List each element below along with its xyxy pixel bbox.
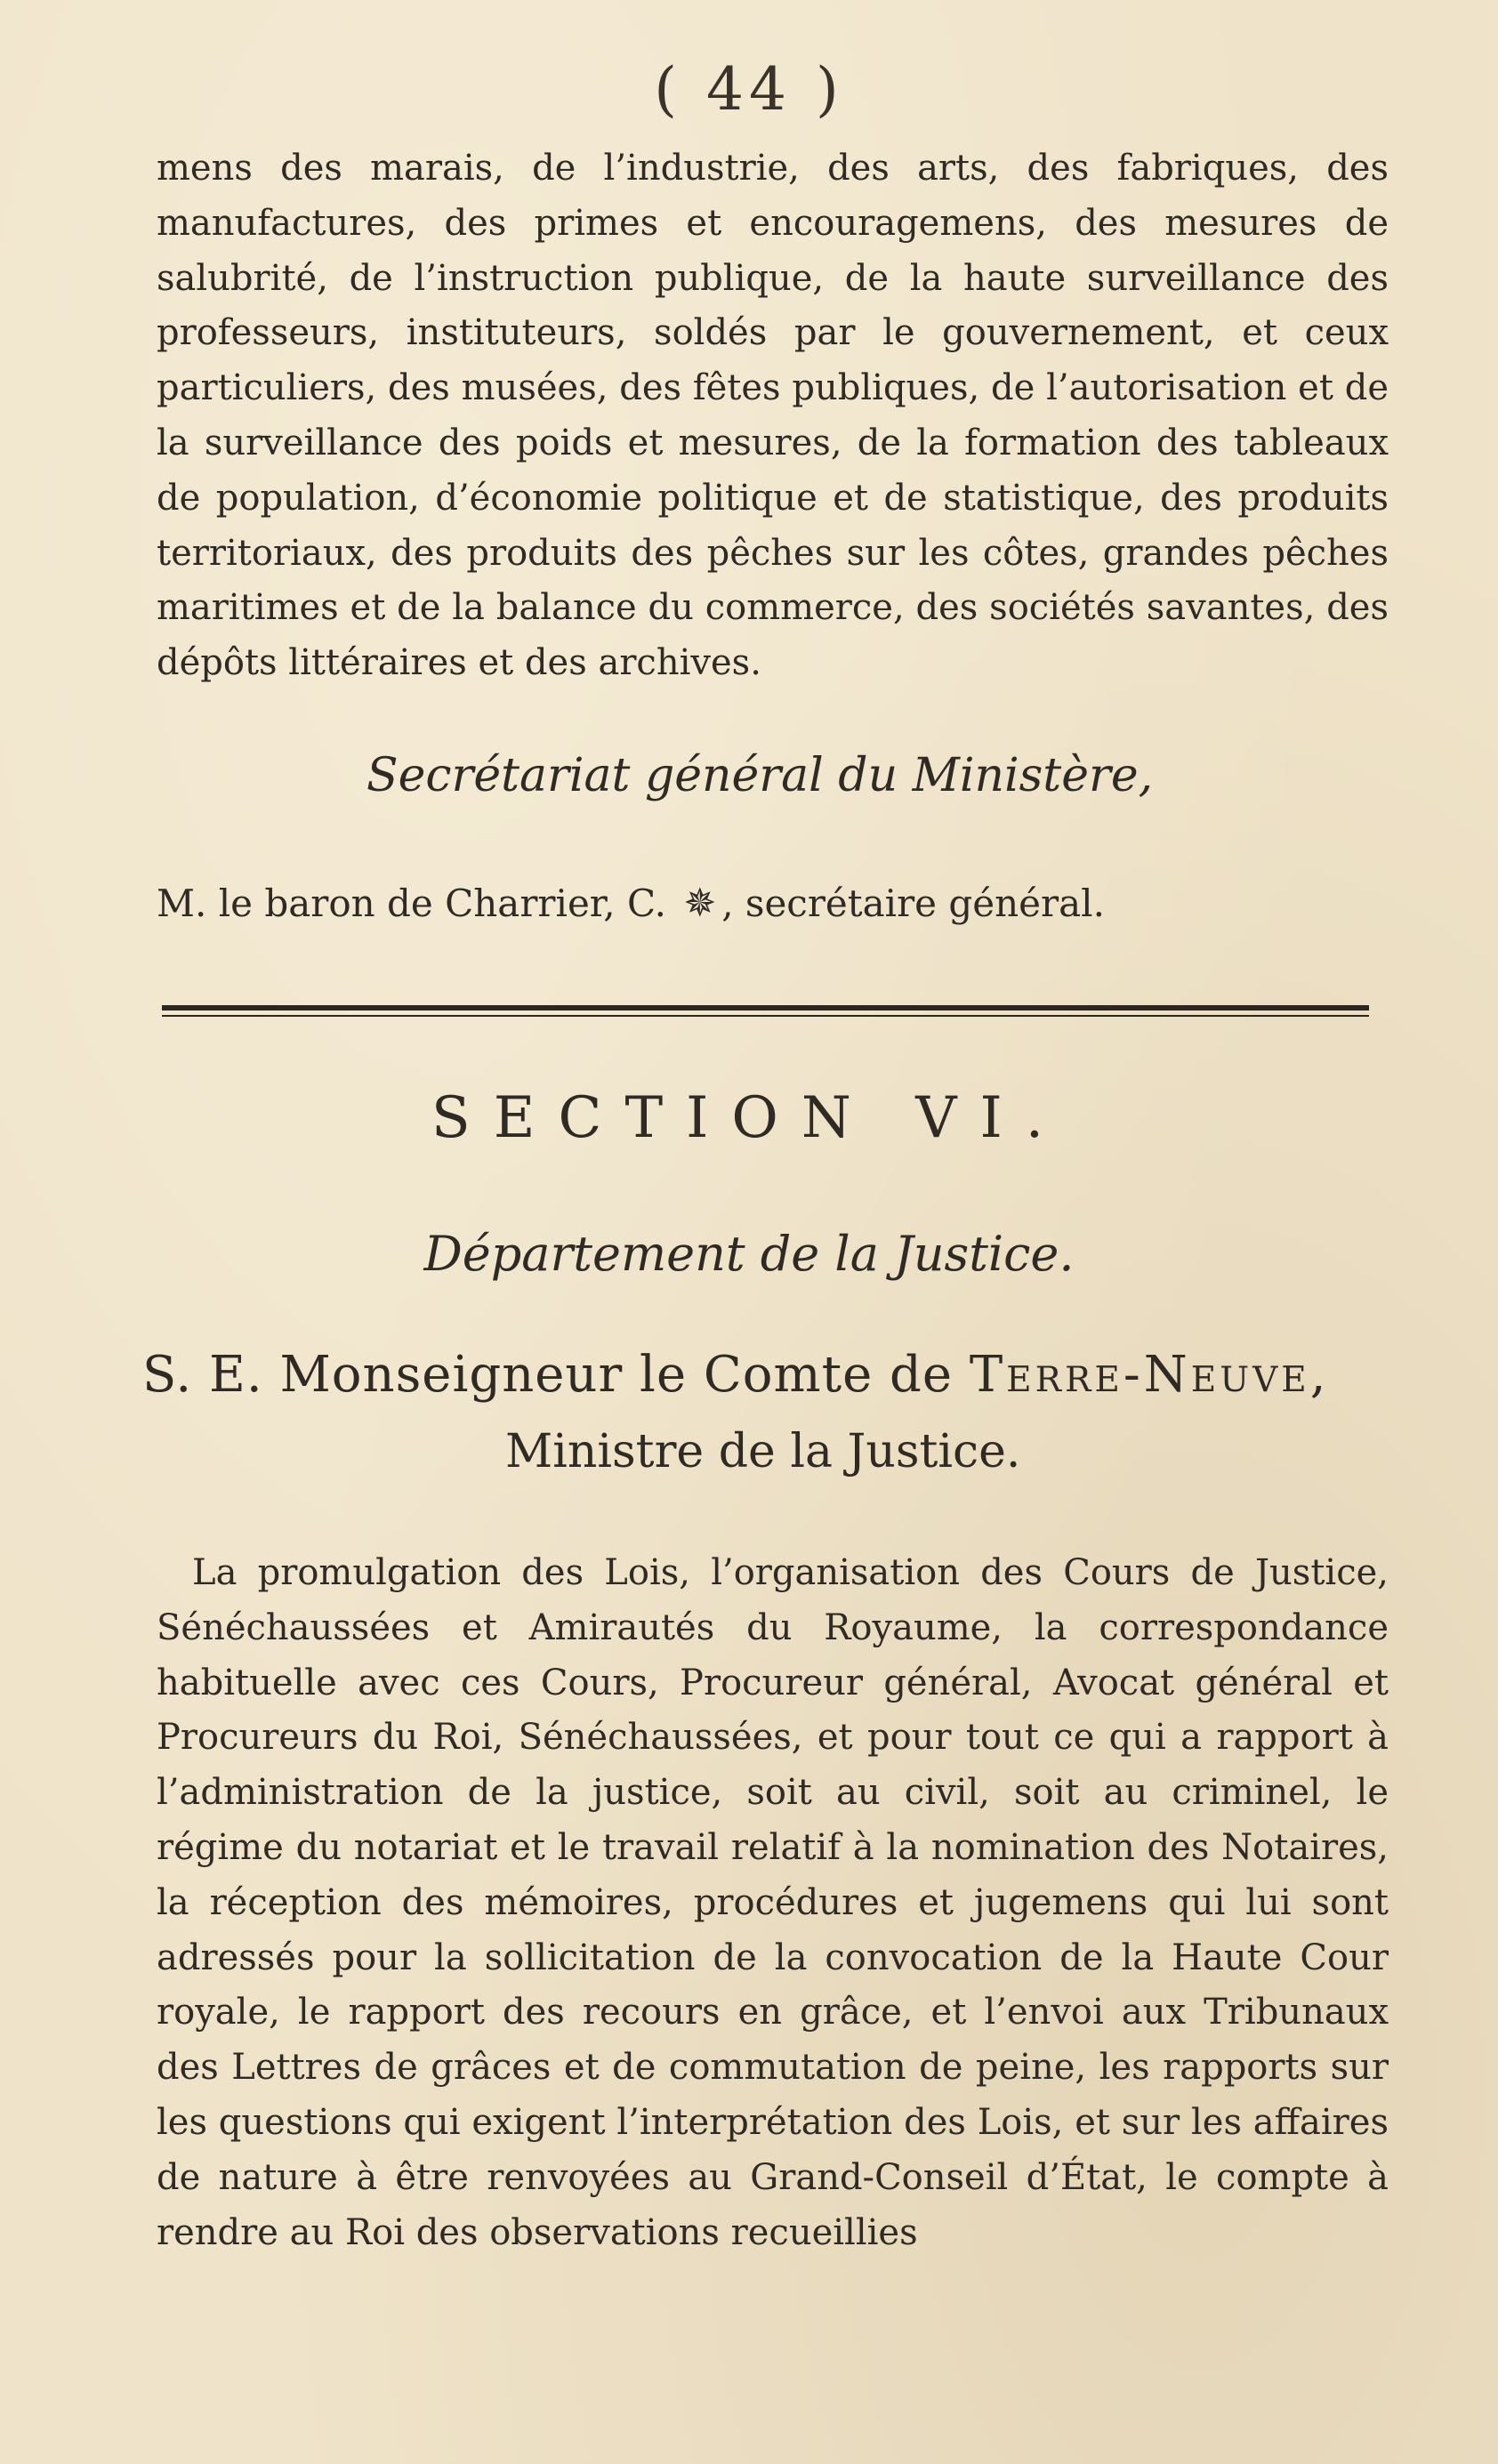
paragraph-justice-duties: La promulgation des Lois, l’organisation des Cours de Justice, Sénéchaussées et Amirautés du Royaume, la correspondance habituelle avec ces Cours, Procureur général, Avocat général et Procureurs du Roi, Sénéchaussées, et pour tout ce qui a rapport à l’administration de la justice, soit au civil, soit au criminel, le régime du notariat et le travail relatif à la nomination des Notaires, la réception des mémoires, procédures et jugemens qui lui sont adressés pour la sollicitation de la convocation de la Haute Cour royale, le rapport des recours en grâce, et l’envoi aux Tribunaux des Lettres de grâces et de commutation de peine, les rapports sur les questions qui exigent l’interprétation des Lois, et sur les affaires de nature à être renvoyées au Grand-Conseil d’État, le compte à rendre au Roi des observations recueillies bbox=[157, 1552, 1389, 2253]
divider-thick-rule bbox=[162, 1005, 1369, 1011]
paragraph-ministry-duties: mens des marais, de l’industrie, des arts, des fabriques, des manufactures, des primes et encouragemens, des mesures de salubrité, de l’instruction publique, de la haute surveillance des professeurs, instituteurs, soldés par le gouvernement, et ceux particuliers, des musées, des fêtes publiques, de l’autorisation et de la surveillance des poids et mesures, de la formation des tableaux de population, d’économie politique et de statistique, des produits territoriaux, des produits des pêches sur les côtes, grandes pêches maritimes et de la balance du commerce, des sociétés savantes, des dépôts littéraires et des archives. bbox=[157, 148, 1389, 684]
minister-line bbox=[142, 1346, 1330, 1404]
secretariat-heading: Secrétariat général du Ministère, bbox=[366, 749, 1154, 802]
secretary-line bbox=[157, 881, 1105, 926]
section-title: SECTION VI. bbox=[431, 1085, 1067, 1151]
order-cross-icon: ✵ bbox=[683, 881, 717, 926]
section-divider bbox=[162, 1005, 1369, 1021]
minister-title: Ministre de la Justice. bbox=[505, 1425, 1021, 1478]
minister-name: Terre-Neuve, bbox=[969, 1346, 1330, 1404]
secretary-name: M. le baron de Charrier, C. bbox=[157, 882, 666, 925]
department-title: Département de la Justice. bbox=[423, 1226, 1075, 1282]
minister-prefix: S. E. Monseigneur le Comte de bbox=[142, 1346, 953, 1404]
divider-thin-rule bbox=[162, 1015, 1369, 1017]
secretary-role: , secrétaire général. bbox=[721, 882, 1105, 925]
page-number: ( 44 ) bbox=[654, 55, 844, 124]
